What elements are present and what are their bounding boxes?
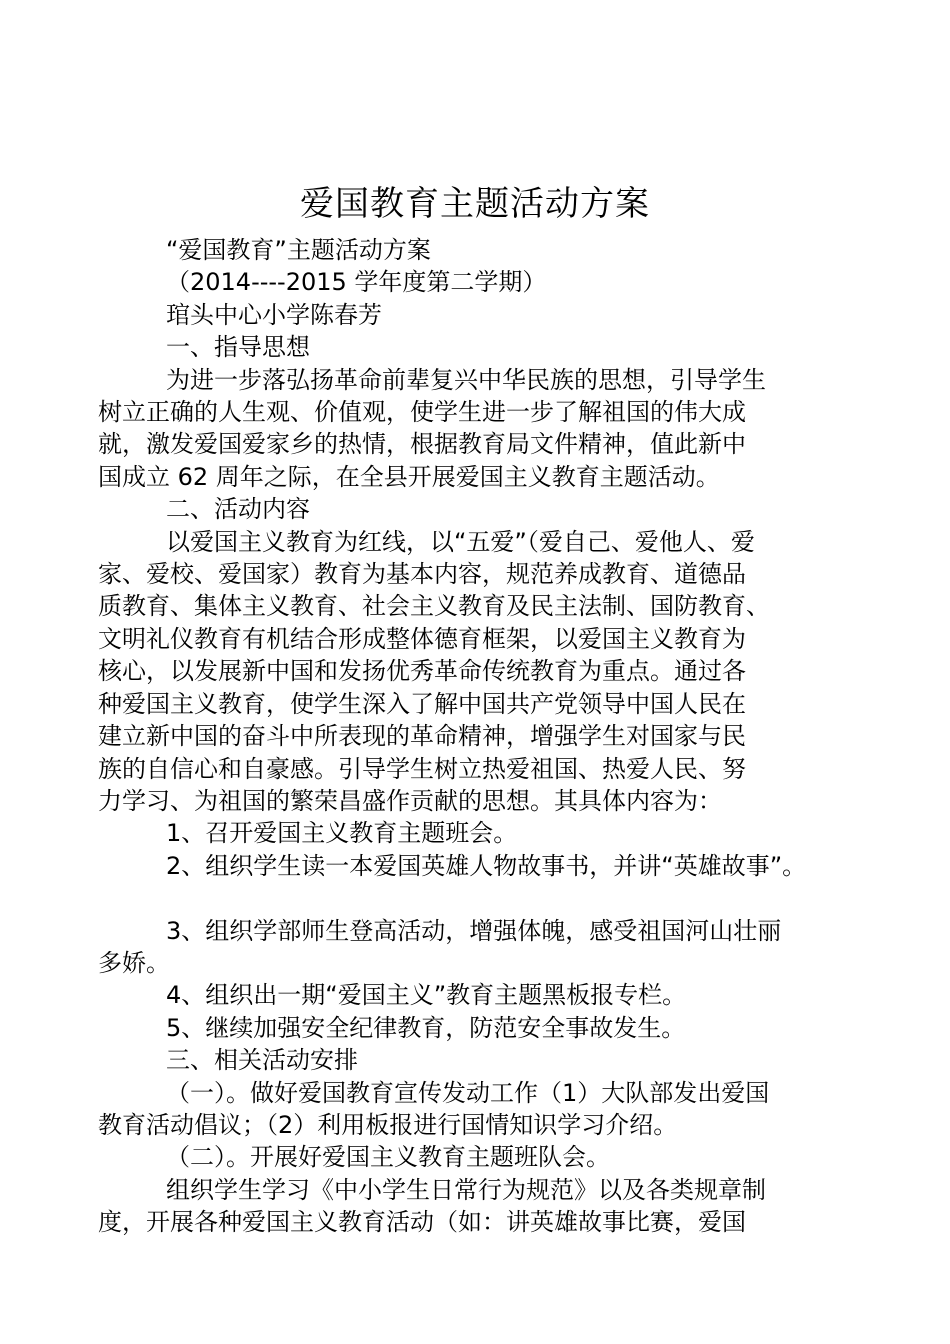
paragraph	[98, 915, 832, 980]
text-line: 1、召开爱国主义教育主题班会。	[166, 819, 518, 848]
text-line: 为进一步落弘扬革命前辈复兴中华民族的思想，引导学生	[166, 365, 766, 394]
text-line: 4、组织出一期“爱国主义”教育主题黑板报专栏。	[166, 981, 687, 1010]
text-line: 就，激发爱国爱家乡的热情，根据教育局文件精神，值此新中	[98, 430, 746, 459]
text-line: 2、组织学生读一本爱国英雄人物故事书，并讲“英雄故事”。	[166, 851, 807, 880]
paragraph	[132, 1044, 832, 1076]
text-line: 国成立 62 周年之际，在全县开展爱国主义教育主题活动。	[98, 462, 720, 491]
paragraph	[132, 331, 832, 363]
paragraph	[132, 493, 832, 525]
paragraph	[132, 1012, 832, 1044]
text-line: 树立正确的人生观、价值观，使学生进一步了解祖国的伟大成	[98, 398, 746, 427]
text-line: 组织学生学习《中小学生日常行为规范》以及各类规章制	[166, 1175, 766, 1204]
paragraph	[132, 266, 832, 298]
text-line: 度，开展各种爱国主义教育活动（如：讲英雄故事比赛，爱国	[98, 1208, 746, 1237]
text-line: 文明礼仪教育有机结合形成整体德育框架，以爱国主义教育为	[98, 624, 746, 653]
text-line: 3、组织学部师生登高活动，增强体魄，感受祖国河山壮丽	[166, 916, 782, 945]
paragraph	[132, 234, 832, 266]
paragraph	[98, 526, 832, 818]
text-line: 族的自信心和自豪感。引导学生树立热爱祖国、热爱人民、努	[98, 754, 746, 783]
text-line: （一）。做好爱国教育宣传发动工作（1）大队部发出爱国	[166, 1078, 770, 1107]
text-line: 教育活动倡议；（2）利用板报进行国情知识学习介绍。	[98, 1110, 678, 1139]
paragraph	[132, 817, 832, 849]
paragraph	[132, 979, 832, 1011]
text-line: 三、相关活动安排	[166, 1046, 358, 1075]
text-line: 琯头中心小学陈春芳	[166, 300, 382, 329]
text-line: 一、指导思想	[166, 333, 310, 362]
paragraph	[132, 1141, 832, 1173]
paragraph	[98, 1174, 832, 1239]
text-line: （2014----2015 学年度第二学期）	[166, 268, 547, 297]
blank-line	[132, 882, 832, 914]
paragraph	[98, 1077, 832, 1142]
paragraph	[98, 364, 832, 494]
text-line: 质教育、集体主义教育、社会主义教育及民主法制、国防教育、	[98, 592, 770, 621]
document-body	[98, 234, 832, 1239]
text-line: 核心，以发展新中国和发扬优秀革命传统教育为重点。通过各	[98, 657, 746, 686]
paragraph	[132, 850, 832, 882]
text-line: 以爱国主义教育为红线，以“五爱”（爱自己、爱他人、爱	[166, 527, 755, 556]
text-line: 种爱国主义教育，使学生深入了解中国共产党领导中国人民在	[98, 689, 746, 718]
document-title: 爱国教育主题活动方案	[300, 184, 650, 224]
paragraph	[132, 299, 832, 331]
text-line: 力学习、为祖国的繁荣昌盛作贡献的思想。其具体内容为：	[98, 786, 722, 815]
text-line: 建立新中国的奋斗中所表现的革命精神，增强学生对国家与民	[98, 722, 746, 751]
text-line: 二、活动内容	[166, 495, 310, 524]
text-line: 5、继续加强安全纪律教育，防范安全事故发生。	[166, 1013, 686, 1042]
text-line: “爱国教育”主题活动方案	[166, 236, 431, 264]
text-line: （二）。开展好爱国主义教育主题班队会。	[166, 1143, 610, 1172]
text-line: 家、爱校、爱国家）教育为基本内容，规范养成教育、道德品	[98, 560, 746, 589]
text-line: 多娇。	[98, 948, 170, 977]
